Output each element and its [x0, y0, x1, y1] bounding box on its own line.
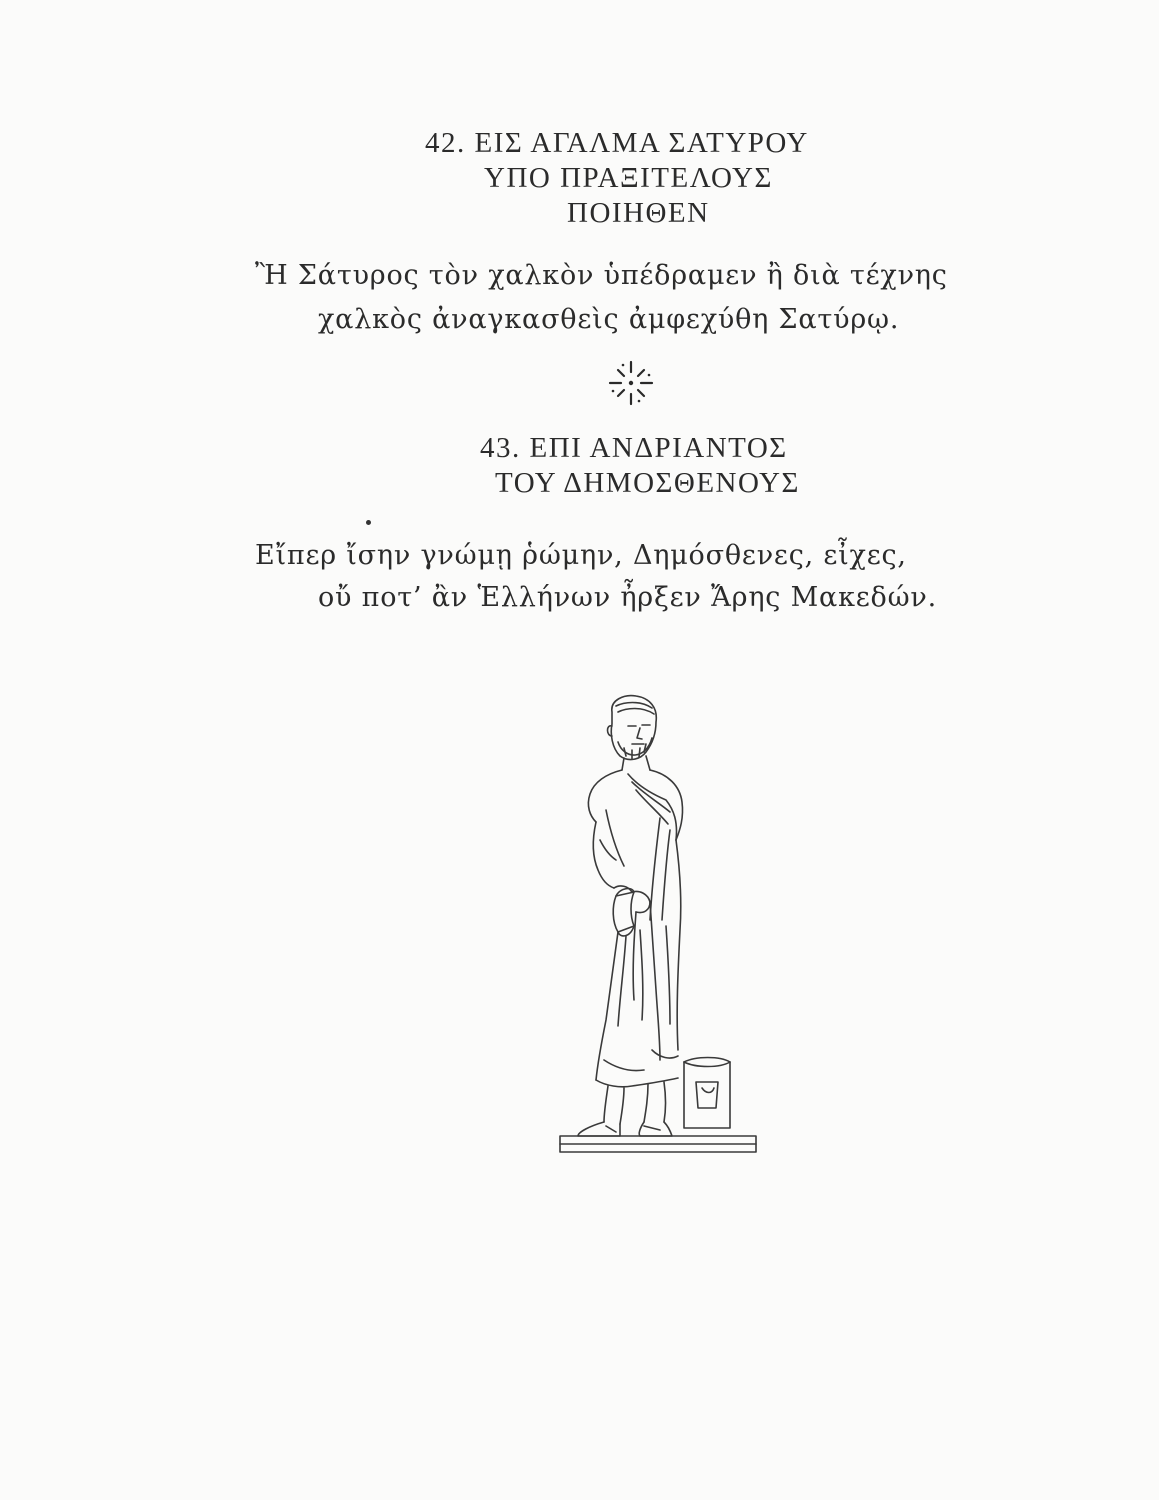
demosthenes-statue-illustration [520, 690, 780, 1160]
epigram-43-title-line-2: ΤΟΥ ΔΗΜΟΣΘΕΝΟΥΣ [495, 467, 800, 499]
epigram-43-verse-line-1: Εἴπερ ἴσην γνώμῃ ῥώμην, Δημόσθενες, εἶχες, [255, 540, 907, 571]
ink-speck [366, 520, 371, 525]
epigram-42-title-line-2: ΥΠΟ ΠΡΑΞΙΤΕΛΟΥΣ [484, 162, 773, 194]
epigram-43-verse-line-2: οὔ ποτ’ ἂν Ἑλλήνων ἦρξεν Ἄρης Μακεδών. [318, 582, 938, 613]
star-ornament-icon [606, 358, 656, 408]
epigram-42-title-line-1: 42. ΕΙΣ ΑΓΑΛΜΑ ΣΑΤΥΡΟΥ [425, 127, 809, 159]
epigram-42-title-line-3: ΠΟΙΗΘΕΝ [567, 197, 710, 229]
epigram-43-title-line-1: 43. ΕΠΙ ΑΝΔΡΙΑΝΤΟΣ [480, 432, 788, 464]
epigram-42-verse-line-2: χαλκὸς ἀναγκασθεὶς ἀμφεχύθη Σατύρῳ. [318, 304, 900, 335]
epigram-42-verse-line-1: Ἢ Σάτυρος τὸν χαλκὸν ὑπέδραμεν ἢ διὰ τέχνης [255, 260, 948, 291]
